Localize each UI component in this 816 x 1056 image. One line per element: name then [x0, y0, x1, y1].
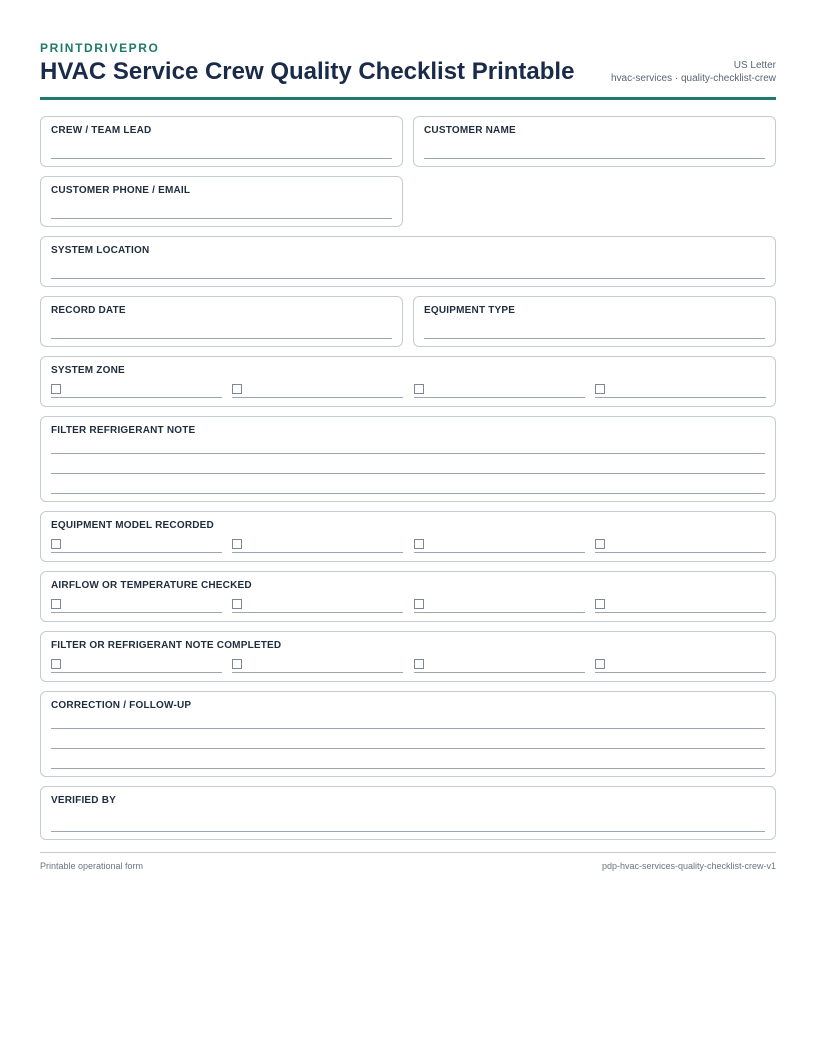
crew-lead-field: [40, 116, 403, 167]
correction-write-line[interactable]: [51, 748, 765, 749]
option-write-line[interactable]: [232, 552, 403, 553]
option-write-line[interactable]: [595, 612, 766, 613]
system-location-label: SYSTEM LOCATION: [51, 245, 150, 256]
equipment-type-label: EQUIPMENT TYPE: [424, 305, 516, 316]
filter-completed-option: [595, 659, 766, 673]
airflow-checked-label: AIRFLOW OR TEMPERATURE CHECKED: [51, 580, 252, 591]
filter-note-field: [40, 416, 776, 502]
option-write-line[interactable]: [51, 612, 222, 613]
option-write-line[interactable]: [232, 612, 403, 613]
footer-description: Printable operational form: [40, 861, 144, 871]
checkbox[interactable]: [414, 599, 424, 609]
option-write-line[interactable]: [595, 397, 766, 398]
system-zone-option: [232, 384, 403, 398]
checkbox[interactable]: [595, 659, 605, 669]
crew-lead-write-line[interactable]: [51, 158, 392, 159]
filter-completed-option: [414, 659, 585, 673]
airflow-checked-field: [40, 571, 776, 622]
brand-logo-text: PRINTDRIVEPRO: [40, 41, 160, 55]
filter-completed-option: [232, 659, 403, 673]
customer-contact-field: [40, 176, 403, 227]
checkbox[interactable]: [232, 384, 242, 394]
record-date-write-line[interactable]: [51, 338, 392, 339]
airflow-checked-option: [232, 599, 403, 613]
option-write-line[interactable]: [414, 672, 585, 673]
category-path: hvac-services · quality-checklist-crew: [610, 73, 776, 84]
checkbox[interactable]: [232, 599, 242, 609]
system-location-write-line[interactable]: [51, 278, 765, 279]
option-write-line[interactable]: [51, 552, 222, 553]
model-recorded-option: [595, 539, 766, 553]
option-write-line[interactable]: [414, 552, 585, 553]
correction-write-line[interactable]: [51, 728, 765, 729]
system-zone-label: SYSTEM ZONE: [51, 365, 125, 376]
checkbox[interactable]: [51, 599, 61, 609]
checkbox[interactable]: [232, 539, 242, 549]
filter-note-label: FILTER REFRIGERANT NOTE: [51, 425, 196, 436]
checkbox[interactable]: [51, 384, 61, 394]
option-write-line[interactable]: [414, 612, 585, 613]
page-title: HVAC Service Crew Quality Checklist Printable: [40, 58, 575, 85]
system-zone-field: [40, 356, 776, 407]
option-write-line[interactable]: [51, 672, 222, 673]
form-page: [40, 40, 776, 871]
model-recorded-field: [40, 511, 776, 562]
option-write-line[interactable]: [232, 672, 403, 673]
checkbox[interactable]: [595, 599, 605, 609]
correction-label: CORRECTION / FOLLOW-UP: [51, 700, 192, 711]
customer-name-field: [413, 116, 776, 167]
filter-note-write-line[interactable]: [51, 473, 765, 474]
checkbox[interactable]: [51, 539, 61, 549]
customer-contact-label: CUSTOMER PHONE / EMAIL: [51, 185, 191, 196]
option-write-line[interactable]: [51, 397, 222, 398]
filter-note-write-line[interactable]: [51, 453, 765, 454]
record-date-label: RECORD DATE: [51, 305, 126, 316]
customer-name-label: CUSTOMER NAME: [424, 125, 516, 136]
form-header: [40, 40, 776, 100]
correction-write-line[interactable]: [51, 768, 765, 769]
checkbox[interactable]: [51, 659, 61, 669]
filter-completed-option: [51, 659, 222, 673]
option-write-line[interactable]: [232, 397, 403, 398]
paper-size: US Letter: [733, 60, 776, 71]
customer-contact-write-line[interactable]: [51, 218, 392, 219]
option-write-line[interactable]: [414, 397, 585, 398]
checkbox[interactable]: [595, 539, 605, 549]
filter-completed-field: [40, 631, 776, 682]
footer-rule: [40, 852, 776, 853]
system-zone-option: [595, 384, 766, 398]
system-zone-option: [51, 384, 222, 398]
customer-name-write-line[interactable]: [424, 158, 765, 159]
checkbox[interactable]: [414, 659, 424, 669]
verified-by-write-line[interactable]: [51, 831, 765, 832]
airflow-checked-option: [595, 599, 766, 613]
verified-by-field: [40, 786, 776, 840]
option-write-line[interactable]: [595, 552, 766, 553]
correction-field: [40, 691, 776, 777]
checkbox[interactable]: [232, 659, 242, 669]
airflow-checked-option: [51, 599, 222, 613]
form-meta: [611, 59, 776, 85]
system-zone-option: [414, 384, 585, 398]
equipment-type-field: [413, 296, 776, 347]
equipment-type-write-line[interactable]: [424, 338, 765, 339]
footer-form-id: pdp-hvac-services-quality-checklist-crew-v1: [601, 861, 776, 871]
option-write-line[interactable]: [595, 672, 766, 673]
checkbox[interactable]: [414, 384, 424, 394]
header-rule: [40, 97, 776, 100]
model-recorded-label: EQUIPMENT MODEL RECORDED: [51, 520, 214, 531]
filter-completed-label: FILTER OR REFRIGERANT NOTE COMPLETED: [51, 640, 282, 651]
verified-by-label: VERIFIED BY: [51, 795, 116, 806]
filter-note-write-line[interactable]: [51, 493, 765, 494]
checkbox[interactable]: [414, 539, 424, 549]
checkbox[interactable]: [595, 384, 605, 394]
record-date-field: [40, 296, 403, 347]
model-recorded-option: [51, 539, 222, 553]
crew-lead-label: CREW / TEAM LEAD: [51, 125, 152, 136]
system-location-field: [40, 236, 776, 287]
airflow-checked-option: [414, 599, 585, 613]
model-recorded-option: [232, 539, 403, 553]
model-recorded-option: [414, 539, 585, 553]
